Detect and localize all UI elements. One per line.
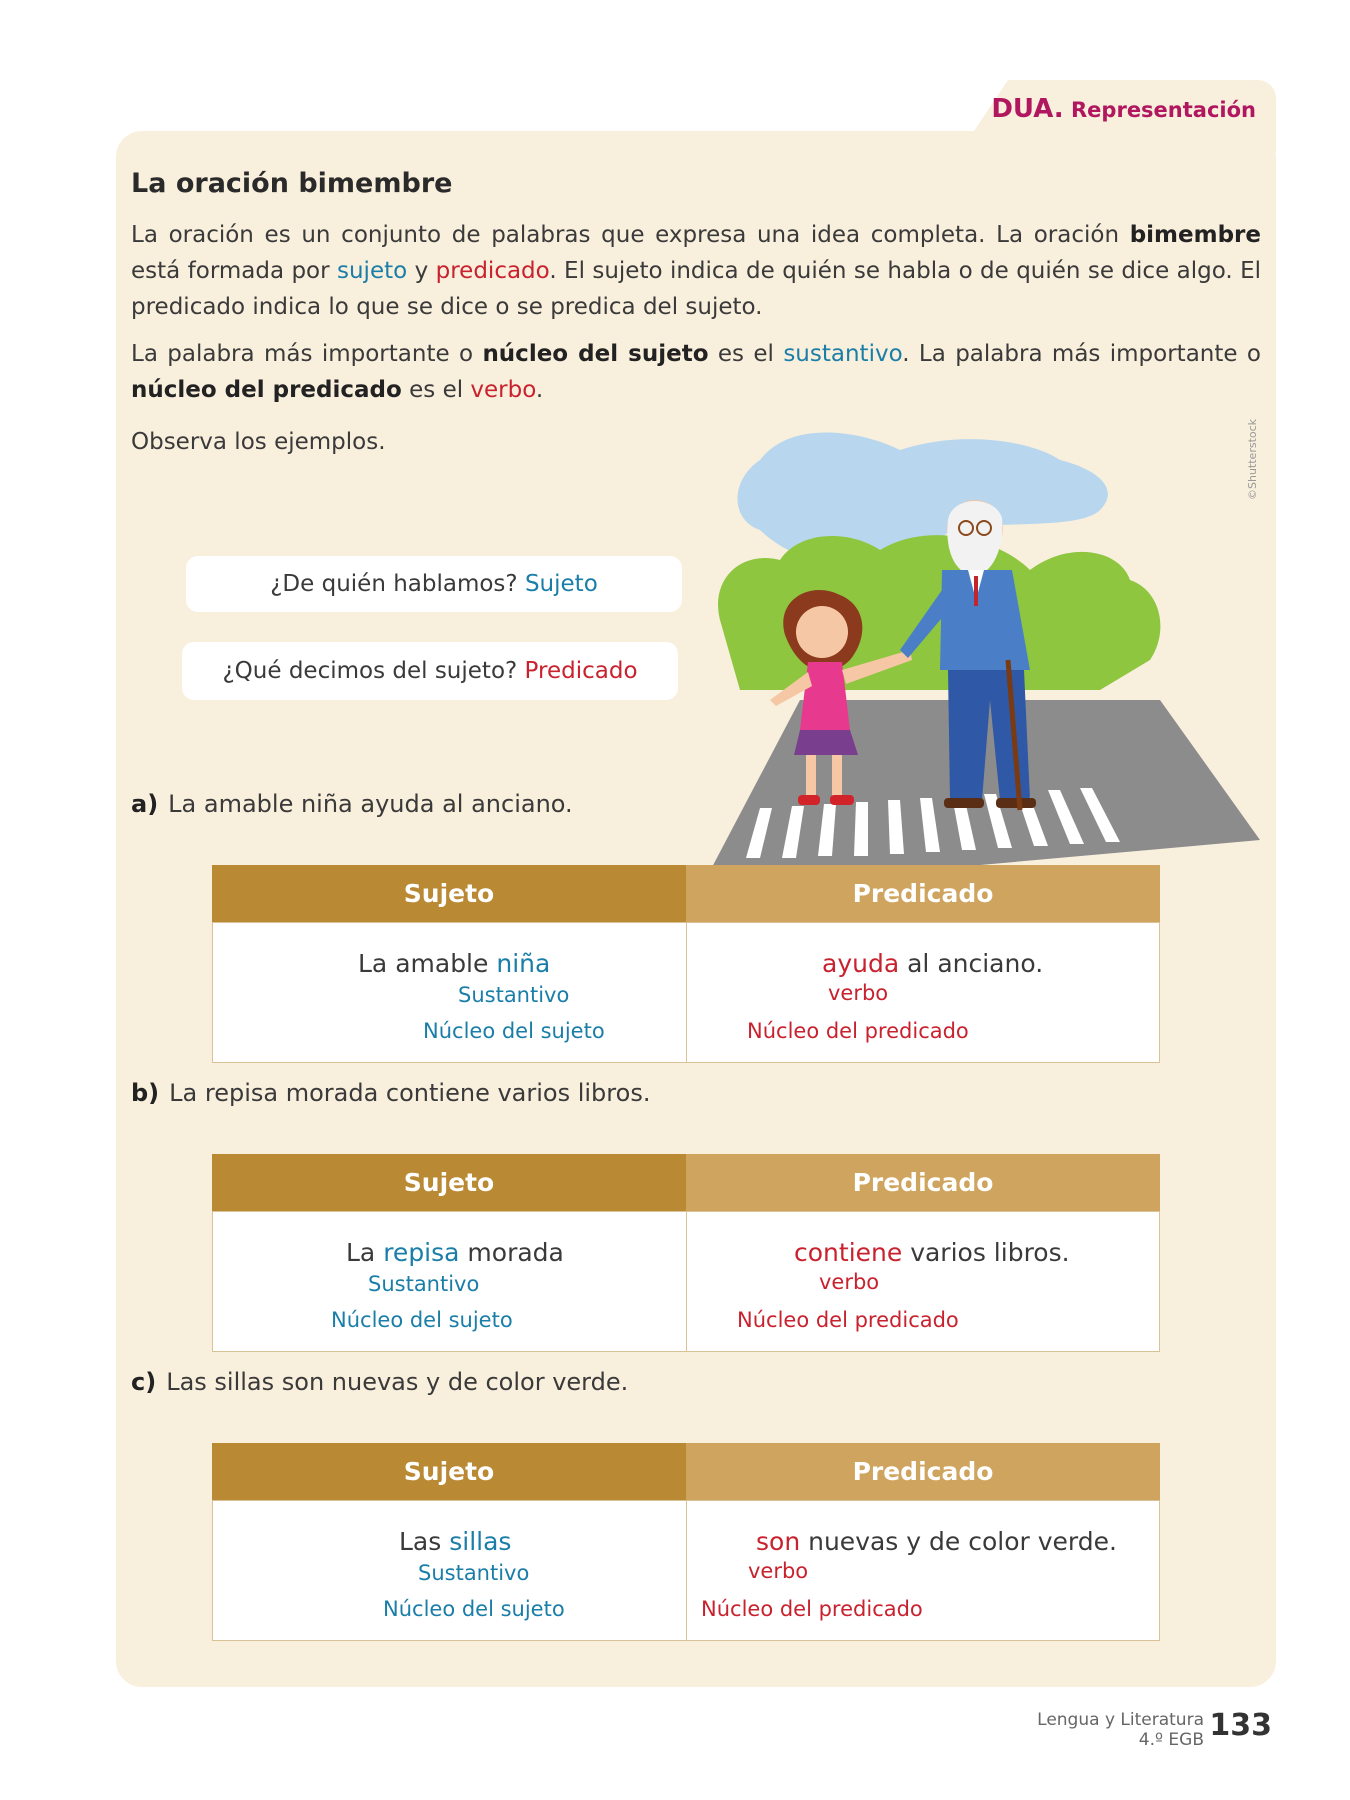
predicate-phrase: son nuevas y de color verde. xyxy=(756,1527,1117,1556)
observe-text: Observa los ejemplos. xyxy=(131,429,386,455)
noun-label: Sustantivo xyxy=(368,1272,480,1296)
bubble-subject-question: ¿De quién hablamos? Sujeto xyxy=(186,556,682,612)
subject-nucleus-label: Núcleo del sujeto xyxy=(331,1308,513,1332)
nucleus-paragraph: La palabra más importante o núcleo del sujeto es el sustantivo. La palabra más importante o núcleo del predicado es el verbo. xyxy=(131,341,1261,403)
subject-nucleus-label: Núcleo del sujeto xyxy=(423,1019,605,1043)
subject-header: Sujeto xyxy=(212,865,686,922)
predicate-header: Predicado xyxy=(686,865,1160,922)
subject-cell xyxy=(212,1500,687,1641)
noun-label: Sustantivo xyxy=(458,983,570,1007)
subject-phrase: La amable niña xyxy=(358,949,551,978)
predicate-header: Predicado xyxy=(686,1443,1160,1500)
bubble-predicate-question: ¿Qué decimos del sujeto? Predicado xyxy=(182,642,678,700)
page-title: La oración bimembre xyxy=(131,168,453,199)
subject-cell xyxy=(212,922,687,1063)
footer-grade: 4.º EGB xyxy=(1138,1730,1204,1750)
term-predicado: predicado xyxy=(435,258,550,284)
example-a-table xyxy=(212,865,1160,1065)
subject-cell xyxy=(212,1211,687,1352)
subject-phrase: La repisa morada xyxy=(346,1238,564,1267)
example-c-sentence: c) Las sillas son nuevas y de color verde. xyxy=(131,1368,629,1396)
example-b-sentence: b) La repisa morada contiene varios libros. xyxy=(131,1079,651,1107)
dua-keyword: DUA. xyxy=(991,94,1064,124)
image-credit: ©Shutterstock xyxy=(1246,418,1259,500)
predicate-cell xyxy=(686,1211,1160,1352)
predicate-phrase: contiene varios libros. xyxy=(794,1238,1070,1267)
noun-label: Sustantivo xyxy=(418,1561,530,1585)
term-verbo: verbo xyxy=(470,377,536,403)
footer-subject: Lengua y Literatura xyxy=(1037,1710,1204,1730)
subject-nucleus-label: Núcleo del sujeto xyxy=(383,1597,565,1621)
dua-type: Representación xyxy=(1071,98,1256,122)
page-footer xyxy=(1037,1710,1270,1750)
example-c-table xyxy=(212,1443,1160,1643)
term-sujeto: sujeto xyxy=(337,258,408,284)
predicate-cell xyxy=(686,922,1160,1063)
term-sustantivo: sustantivo xyxy=(783,341,903,367)
dua-label xyxy=(991,94,1256,124)
crosswalk-illustration xyxy=(700,400,1260,900)
verb-label: verbo xyxy=(819,1270,880,1294)
subject-header: Sujeto xyxy=(212,1443,686,1500)
predicate-nucleus-label: Núcleo del predicado xyxy=(737,1308,959,1332)
predicate-header: Predicado xyxy=(686,1154,1160,1211)
subject-header: Sujeto xyxy=(212,1154,686,1211)
predicate-nucleus-label: Núcleo del predicado xyxy=(747,1019,969,1043)
page-number: 133 xyxy=(1209,1708,1272,1743)
subject-phrase: Las sillas xyxy=(399,1527,512,1556)
verb-label: verbo xyxy=(748,1559,809,1583)
predicate-phrase: ayuda al anciano. xyxy=(822,949,1044,978)
predicate-nucleus-label: Núcleo del predicado xyxy=(701,1597,923,1621)
example-a-sentence: a) La amable niña ayuda al anciano. xyxy=(131,790,573,818)
verb-label: verbo xyxy=(828,981,889,1005)
example-b-table xyxy=(212,1154,1160,1354)
predicate-cell xyxy=(686,1500,1160,1641)
definition-paragraph: La oración es un conjunto de palabras que expresa una idea completa. La oración bimembre está formada por sujeto y predicado. El sujeto indica de quién se habla o de quién se dice algo. El predicado indica lo que se dice o se predica del sujeto. xyxy=(131,222,1261,320)
